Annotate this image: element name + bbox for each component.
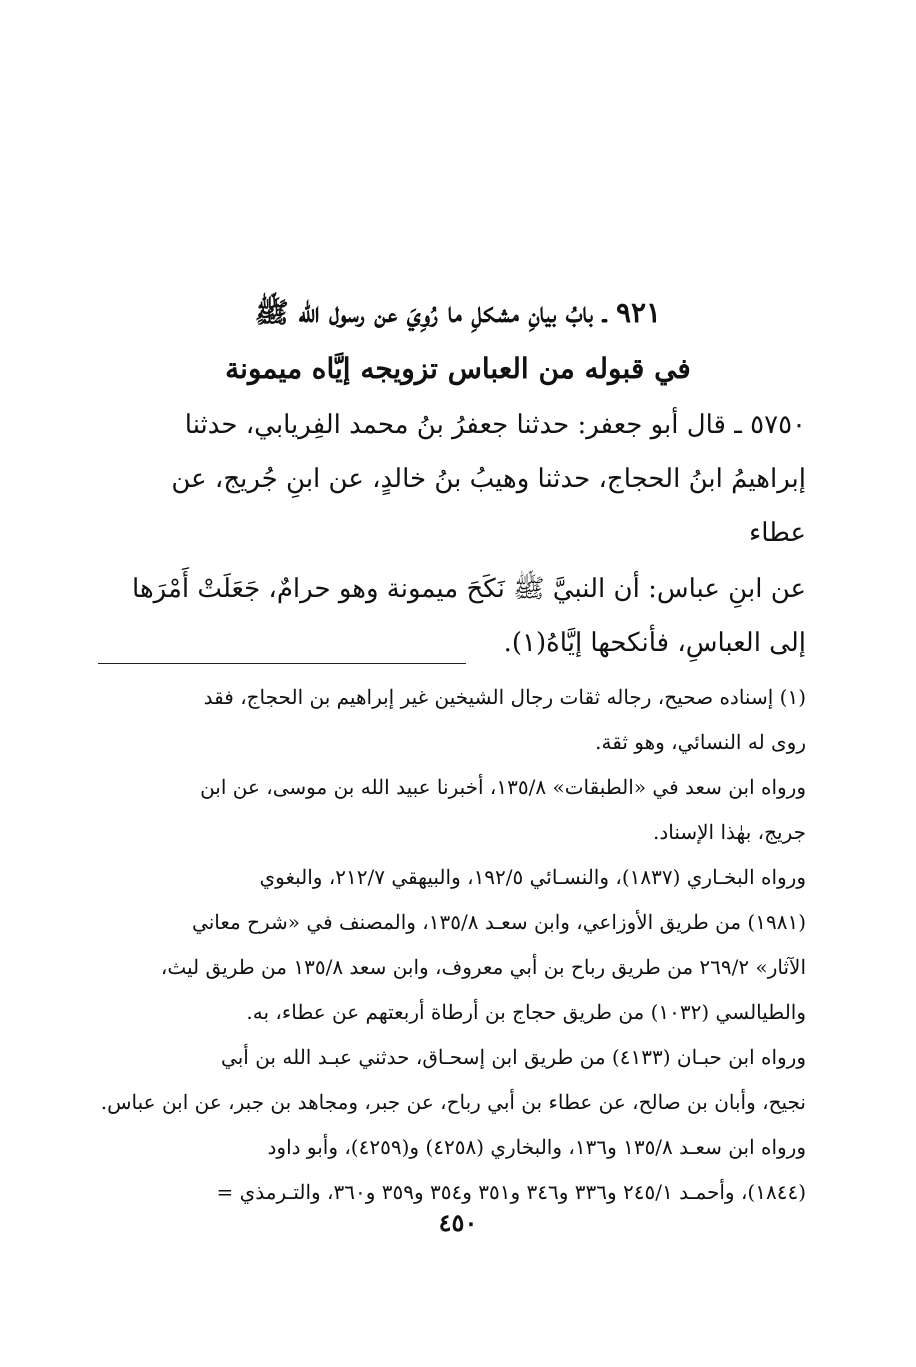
footnote-line: (١٨٤٤)، وأحمـد ٢٤٥/١ و٣٣٦ و٣٤٦ و٣٥١ و٣٥٤ و٣٥٩ و٣٦٠، والتـرمذي = [216,1180,806,1204]
footnote-line: روى له النسائي، وهو ثقة. [595,730,806,754]
page-number: ٤٥٠ [438,1208,478,1237]
hadith-matn-paragraph [98,562,806,670]
footnote-line: جريج، بهٰذا الإسناد. [653,820,806,844]
hadith-line-5: إلى العباسِ، فأنكحها إيَّاهُ(١). [503,628,806,658]
footnote-separator [98,663,466,664]
hadith-line-4: عن ابنِ عباس: أن النبيَّ ﷺ نَكَحَ ميمونة وهو حرامٌ، جَعَلَتْ أَمْرَها [132,574,806,604]
footnote-line: نجيح، وأبان بن صالح، عن عطاء بن أبي رباح، عن جبر، ومجاهد بن جبر، عن ابن عباس. [100,1090,806,1114]
footnote-line: والطيالسي (١٠٣٢) من طريق حجاج بن أرطاة أربعتهم عن عطاء، به. [246,1000,806,1024]
footnote-line: ورواه ابن حبـان (٤١٣٣) من طريق ابن إسحـاق، حدثني عبـد الله بن أبي [221,1045,806,1069]
footnote-line: ورواه البخـاري (١٨٣٧)، والنسـائي ١٩٢/٥، والبيهقي ٢١٢/٧، والبغوي [259,865,806,889]
chapter-title-line-1: ٩٢١ ـ بابُ بيانِ مشكلِ ما رُوِيَ عن رسول الله ﷺ [254,296,662,329]
footnotes-section [98,675,806,1215]
hadith-line-3: عطاء [749,518,806,548]
footnote-line: (١) إسناده صحيح، رجاله ثقات رجال الشيخين غير إبراهيم بن الحجاج، فقد [203,685,806,709]
hadith-line-2: إبراهيمُ ابنُ الحجاج، حدثنا وهيبُ بنُ خالدٍ، عن ابنِ جُريج، عن [171,464,806,494]
footnote-line: ورواه ابن سعـد ١٣٥/٨ و١٣٦، والبخاري (٤٢٥٨) و(٤٢٥٩)، وأبو داود [267,1135,806,1159]
chapter-heading [160,285,756,397]
hadith-line-1: ٥٧٥٠ ـ قال أبو جعفر: حدثنا جعفرُ بنُ محمد الفِريابي، حدثنا [184,410,806,440]
chapter-title-line-2: في قبوله من العباس تزويجه إيَّاه ميمونة [225,352,691,385]
footnote-line: ورواه ابن سعد في «الطبقات» ١٣٥/٨، أخبرنا عبيد الله بن موسى، عن ابن [200,775,806,799]
hadith-isnad-paragraph [98,398,806,560]
footnote-line: (١٩٨١) من طريق الأوزاعي، وابن سعـد ١٣٥/٨، والمصنف في «شرح معاني [192,910,806,934]
footnote-line: الآثار» ٢٦٩/٢ من طريق رباح بن أبي معروف، وابن سعد ١٣٥/٨ من طريق ليث، [160,955,806,979]
